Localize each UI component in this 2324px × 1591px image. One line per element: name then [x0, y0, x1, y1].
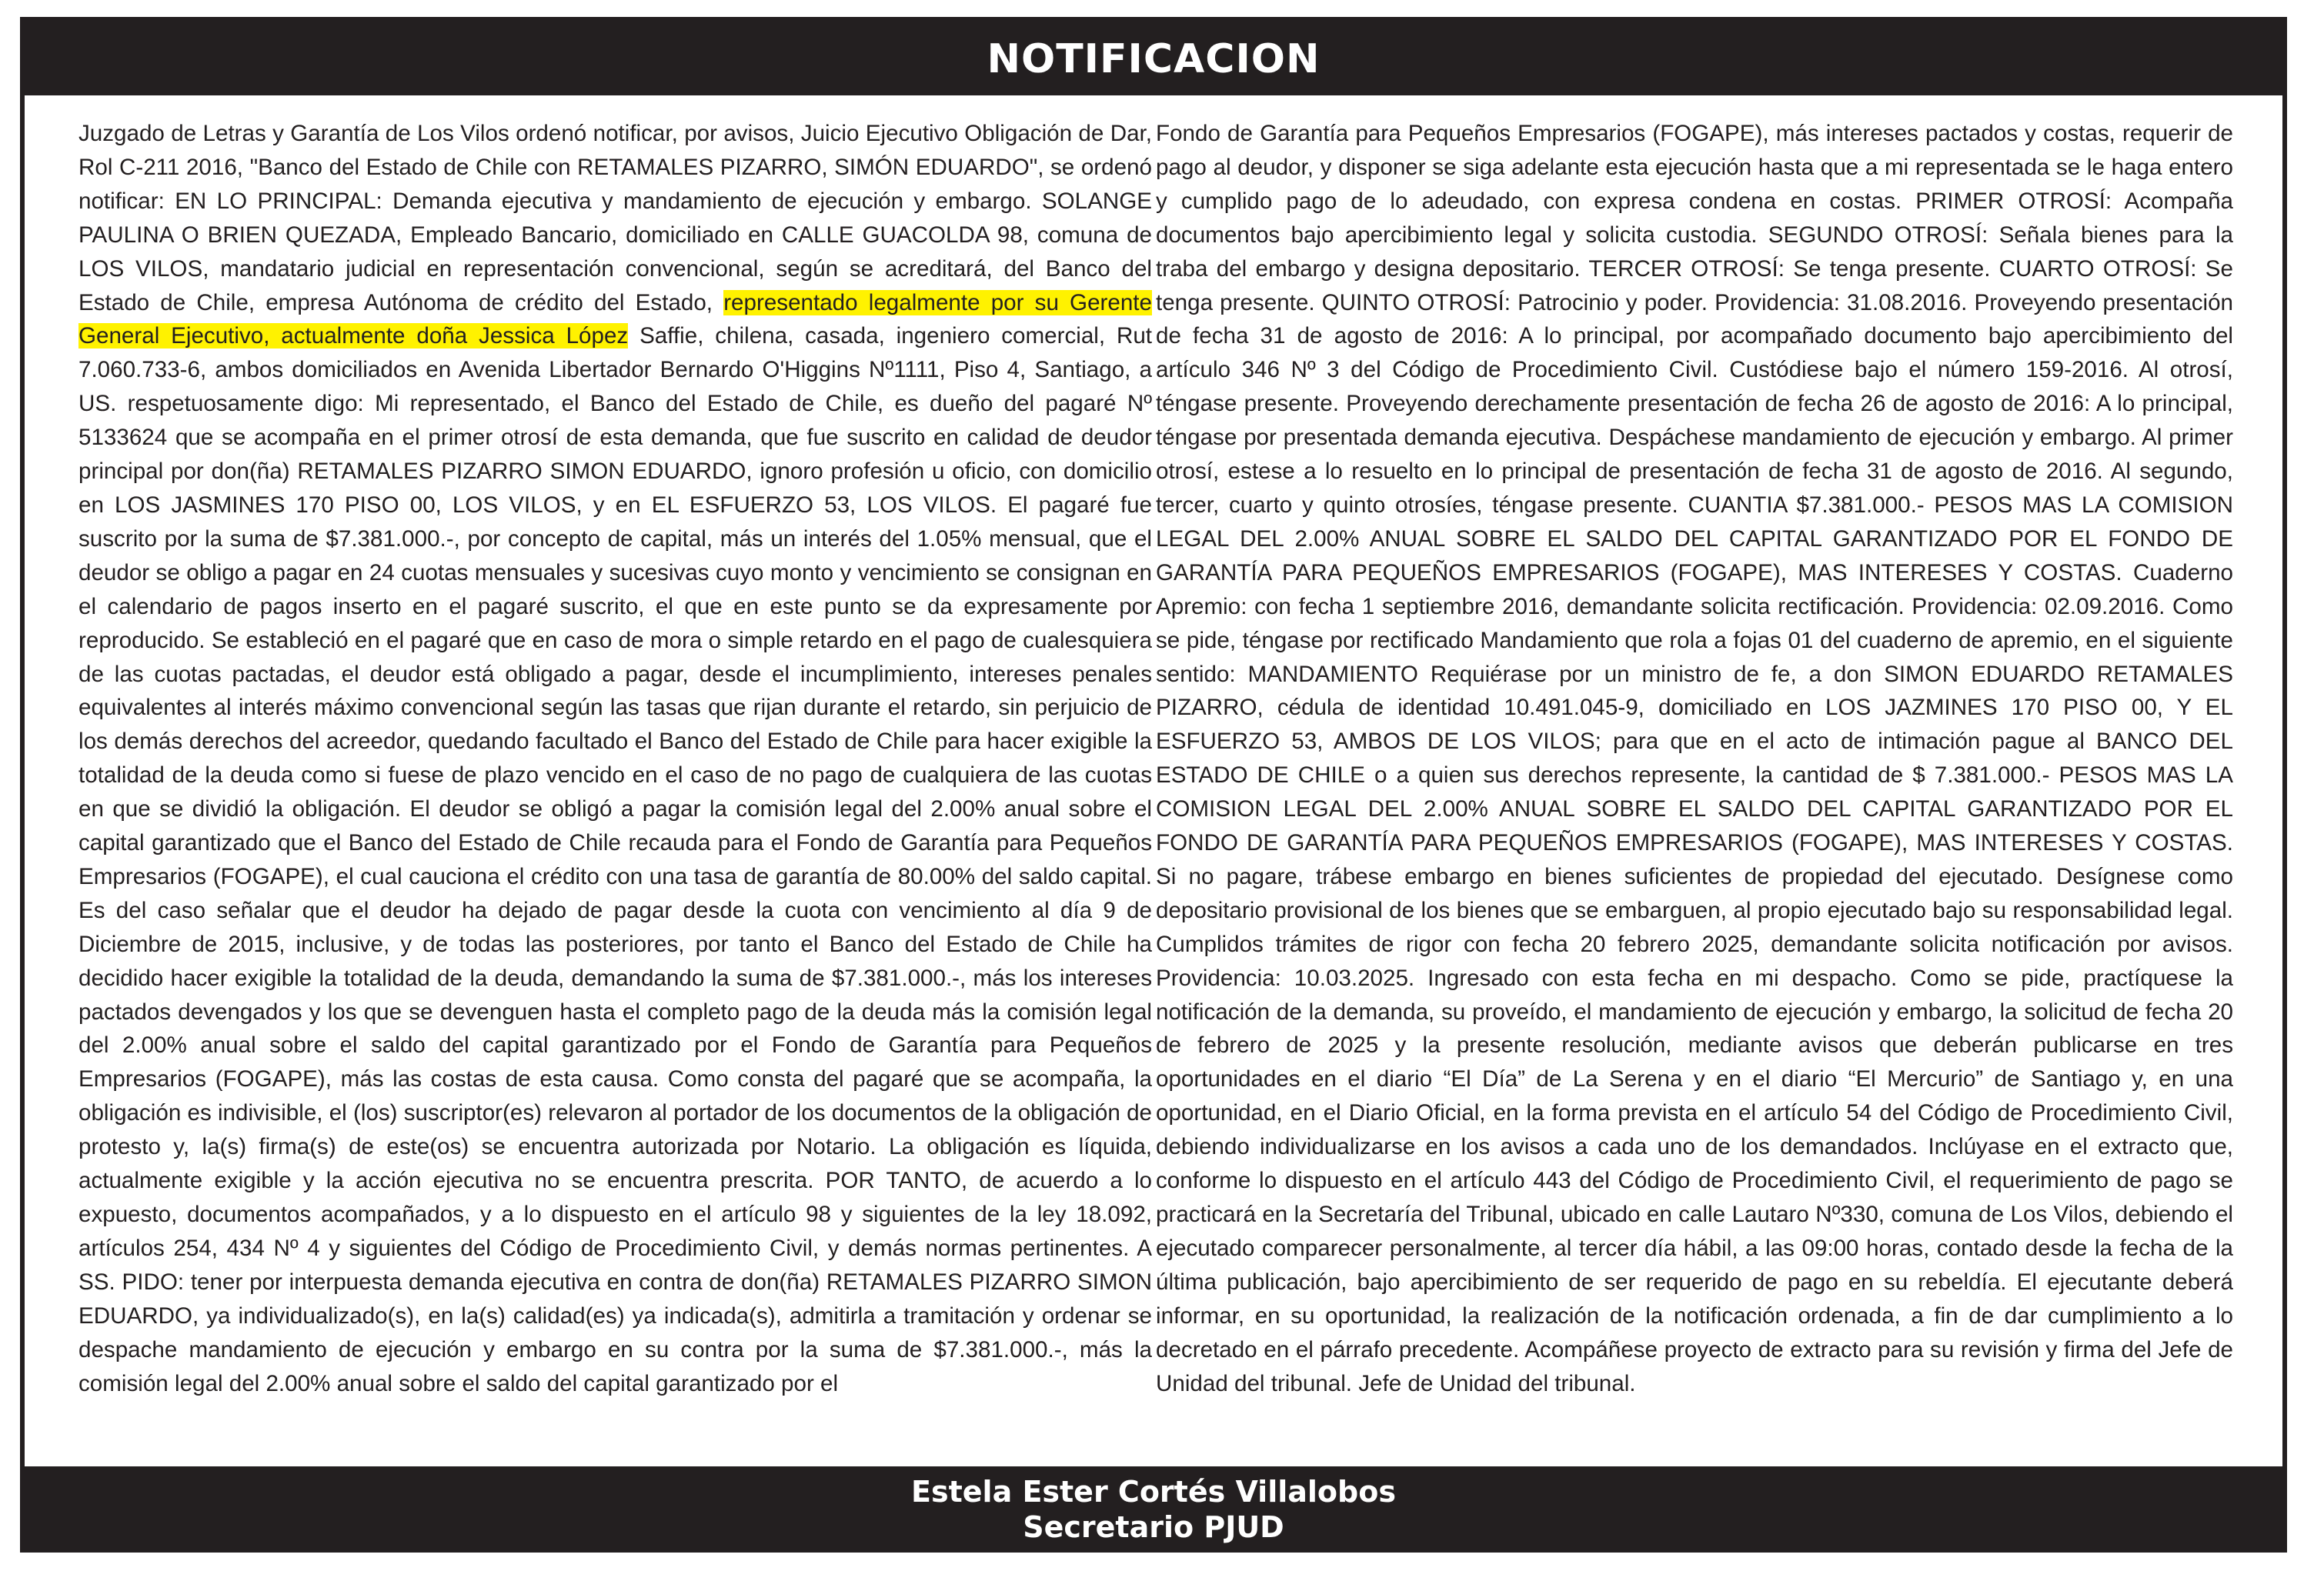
left-paragraph-end: Saffie, chilena, casada, ingeniero comercial, Rut 7.060.733-6, ambos domiciliados en Avenida Libertador Bernardo O'Higgins Nº1111, Piso 4, Santiago, a US. respetuosamente digo: Mi representado, el Banco del Estado de Chile, es dueño del pagaré Nº 5133624 que se acompaña en el primer otrosí de esta demanda, que fue suscrito en calidad de deudor principal por don(ña) RETAMALES PIZARRO SIMON EDUARDO, ignoro profesión u oficio, con domicilio en LOS JASMINES 170 PISO 00, LOS VILOS, y en EL ESFUERZO 53, LOS VILOS. El pagaré fue suscrito por la suma de $7.381.000.-, por concepto de capital, más un interés del 1.05% mensual, que el deudor se obligo a pagar en 24 cuotas mensuales y sucesivas cuyo monto y vencimiento se consignan en el calendario de pagos inserto en el pagaré suscrito, el que en este punto se da expresamente por reproducido. Se estableció en el pagaré que en caso de mora o simple retardo en el pago de cualesquiera de las cuotas pactadas, el deudor está obligado a pagar, desde el incumplimiento, intereses penales equivalentes al interés máximo convencional según las tasas que rijan durante el retardo, sin perjuicio de los demás derechos del acreedor, quedando facultado el Banco del Estado de Chile para hacer exigible la totalidad de la deuda como si fuese de plazo vencido en el caso de no pago de cualquiera de las cuotas en que se dividió la obligación. El deudor se obligó a pagar la comisión legal del 2.00% anual sobre el capital garantizado que el Banco del Estado de Chile recauda para el Fondo de Garantía para Pequeños Empresarios (FOGAPE), el cual cauciona el crédito con una tasa de garantía de 80.00% del saldo capital. Es del caso señalar que el deudor ha dejado de pagar desde la cuota con vencimiento al día 9 de Diciembre de 2015, inclusive, y de todas las posteriores, por tanto el Banco del Estado de Chile ha decidido hacer exigible la totalidad de la deuda, demandando la suma de $7.381.000.-, más los intereses pactados devengados y los que se devenguen hasta el completo pago de la deuda más la comisión legal del 2.00% anual sobre el saldo del capital garantizado por el Fondo de Garantía para Pequeños Empresarios (FOGAPE), más las costas de esta causa. Como consta del pagaré que se acompaña, la obligación es indivisible, el (los) suscriptor(es) relevaron al portador de los documentos de la obligación de protesto y, la(s) firma(s) de este(os) se encuentra autorizada por Notario. La obligación es líquida, actualmente exigible y la acción ejecutiva no se encuentra prescrita. POR TANTO, de acuerdo a lo expuesto, documentos acompañados, y a lo dispuesto en el artículo 98 y siguientes de la ley 18.092, artículos 254, 434 Nº 4 y siguientes del Código de Procedimiento Civil, y demás normas pertinentes. A SS. PIDO: tener por interpuesta demanda ejecutiva en contra de don(ña) RETAMALES PIZARRO SIMON EDUARDO, ya individualizado(s), en la(s) calidad(es) ya indicada(s), admitirla a tramitación y ordenar se despache mandamiento de ejecución y embargo en su contra por la suma de $7.381.000.-, más la comisión legal del 2.00% anual sobre el saldo del capital garantizado por el [78, 323, 1152, 1396]
notice-body [25, 95, 2282, 1466]
signer-name: Estela Ester Cortés Villalobos [911, 1475, 1396, 1509]
left-paragraph-start: Juzgado de Letras y Garantía de Los Vilos ordenó notificar, por avisos, Juicio Ejecutivo Obligación de Dar, Rol C-211 2016, "Banco del Estado de Chile con RETAMALES PIZARRO, SIMÓN EDUARDO", se ordenó notificar: EN LO PRINCIPAL: Demanda ejecutiva y mandamiento de ejecución y embargo. SOLANGE PAULINA O BRIEN QUEZADA, Empleado Bancario, domiciliado en CALLE GUACOLDA 98, comuna de LOS VILOS, mandatario judicial en representación convencional, según se acreditará, del Banco del Estado de Chile, empresa Autónoma de crédito del Estado, [78, 121, 1152, 315]
notice-header [20, 17, 2287, 95]
signer-title: Secretario PJUD [1023, 1510, 1284, 1544]
signature-block [20, 1466, 2287, 1553]
notice-frame [20, 17, 2287, 1553]
notice-title: NOTIFICACION [987, 36, 1321, 82]
right-column [1156, 117, 2233, 1456]
highlighted-text: representado legalmente por su Gerente General Ejecutivo, actualmente doña Jessica López [78, 289, 1152, 349]
left-column [78, 117, 1152, 1456]
right-paragraph: Fondo de Garantía para Pequeños Empresarios (FOGAPE), más intereses pactados y costas, requerir de pago al deudor, y disponer se siga adelante esta ejecución hasta que a mi representada se le haga entero y cumplido pago de lo adeudado, con expresa condena en costas. PRIMER OTROSÍ: Acompaña documentos bajo apercibimiento legal y solicita custodia. SEGUNDO OTROSÍ: Señala bienes para la traba del embargo y designa depositario. TERCER OTROSÍ: Se tenga presente. CUARTO OTROSÍ: Se tenga presente. QUINTO OTROSÍ: Patrocinio y poder. Providencia: 31.08.2016. Proveyendo presentación de fecha 31 de agosto de 2016: A lo principal, por acompañado documento bajo apercibimiento del artículo 346 Nº 3 del Código de Procedimiento Civil. Custódiese bajo el número 159-2016. Al otrosí, téngase presente. Proveyendo derechamente presentación de fecha 26 de agosto de 2016: A lo principal, téngase por presentada demanda ejecutiva. Despáchese mandamiento de ejecución y embargo. Al primer otrosí, estese a lo resuelto en lo principal de presentación de fecha 31 de agosto de 2016. Al segundo, tercer, cuarto y quinto otrosíes, téngase presente. CUANTIA $7.381.000.- PESOS MAS LA COMISION LEGAL DEL 2.00% ANUAL SOBRE EL SALDO DEL CAPITAL GARANTIZADO POR EL FONDO DE GARANTÍA PARA PEQUEÑOS EMPRESARIOS (FOGAPE), MAS INTERESES Y COSTAS. Cuaderno Apremio: con fecha 1 septiembre 2016, demandante solicita rectificación. Providencia: 02.09.2016. Como se pide, téngase por rectificado Mandamiento que rola a fojas 01 del cuaderno de apremio, en el siguiente sentido: MANDAMIENTO Requiérase por un ministro de fe, a don SIMON EDUARDO RETAMALES PIZARRO, cédula de identidad 10.491.045-9, domiciliado en LOS JAZMINES 170 PISO 00, Y EL ESFUERZO 53, AMBOS DE LOS VILOS; para que en el acto de intimación pague al BANCO DEL ESTADO DE CHILE o a quien sus derechos represente, la cantidad de $ 7.381.000.- PESOS MAS LA COMISION LEGAL DEL 2.00% ANUAL SOBRE EL SALDO DEL CAPITAL GARANTIZADO POR EL FONDO DE GARANTÍA PARA PEQUEÑOS EMPRESARIOS (FOGAPE), MAS INTERESES Y COSTAS. Si no pagare, trábese embargo en bienes suficientes de propiedad del ejecutado. Desígnese como depositario provisional de los bienes que se embarguen, al propio ejecutado bajo su responsabilidad legal. Cumplidos trámites de rigor con fecha 20 febrero 2025, demandante solicita notificación por avisos. Providencia: 10.03.2025. Ingresado con esta fecha en mi despacho. Como se pide, practíquese la notificación de la demanda, su proveído, el mandamiento de ejecución y embargo, la solicitud de fecha 20 de febrero de 2025 y la presente resolución, mediante avisos que deberán publicarse en tres oportunidades en el diario “El Día” de La Serena y en el diario “El Mercurio” de Santiago y, en una oportunidad, en el Diario Oficial, en la forma prevista en el artículo 54 del Código de Procedimiento Civil, debiendo individualizarse en los avisos a cada uno de los demandados. Inclúyase en el extracto que, conforme lo dispuesto en el artículo 443 del Código de Procedimiento Civil, el requerimiento de pago se practicará en la Secretaría del Tribunal, ubicado en calle Lautaro Nº330, comuna de Los Vilos, debiendo el ejecutado comparecer personalmente, al tercer día hábil, a las 09:00 horas, contado desde la fecha de la última publicación, bajo apercibimiento de ser requerido de pago en su rebeldía. El ejecutante deberá informar, en su oportunidad, la realización de la notificación ordenada, a fin de dar cumplimiento a lo decretado en el párrafo precedente. Acompáñese proyecto de extracto para su revisión y firma del Jefe de Unidad del tribunal. Jefe de Unidad del tribunal. [1156, 121, 2233, 1396]
